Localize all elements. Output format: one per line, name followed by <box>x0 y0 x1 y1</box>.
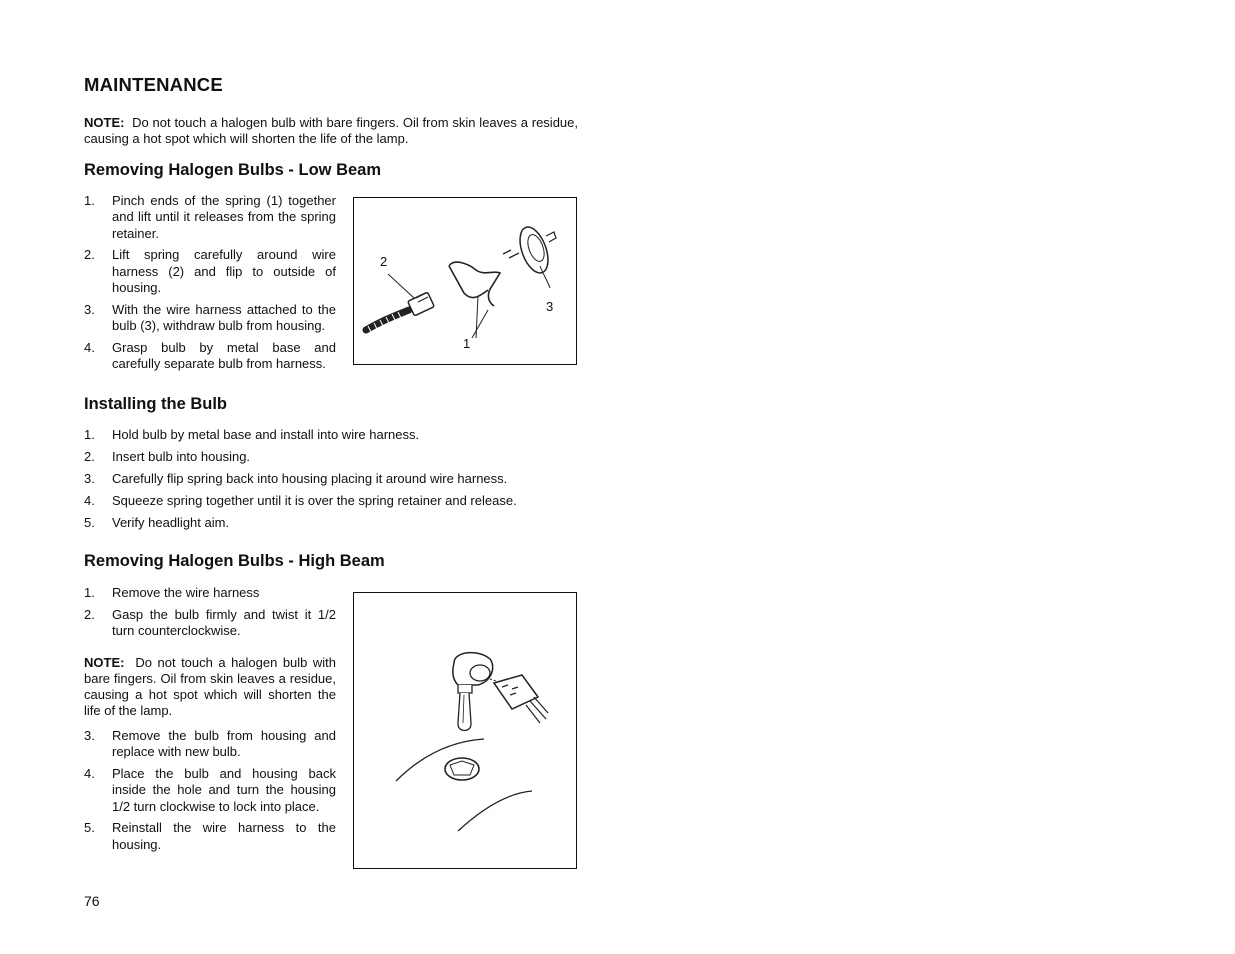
list-item: 5. Verify headlight aim. <box>84 514 230 530</box>
low-beam-illustration <box>354 198 575 363</box>
note-text: Do not touch a halogen bulb with bare fingers. Oil from skin leaves a residue, causing a hot spot which will shorten the life of the lamp. <box>84 655 336 718</box>
installing-heading: Installing the Bulb <box>84 395 227 413</box>
high-beam-steps-b <box>84 728 336 859</box>
figure-label-1: 1 <box>463 336 471 351</box>
high-beam-illustration <box>354 593 575 867</box>
list-item: 2. Gasp the bulb firmly and twist it 1/2 turn counterclockwise. <box>84 606 336 639</box>
high-beam-steps-a <box>84 585 336 645</box>
list-item: 1. Pinch ends of the spring (1) together and lift until it releases from the spring retainer. <box>84 193 336 241</box>
low-beam-steps <box>84 193 336 378</box>
figure-label-3: 3 <box>546 299 554 314</box>
list-item: 1. Remove the wire harness <box>84 585 260 600</box>
page-number: 76 <box>84 893 100 909</box>
list-item: 3. With the wire harness attached to the bulb (3), withdraw bulb from housing. <box>84 301 336 334</box>
low-beam-figure <box>353 197 577 365</box>
top-note <box>84 115 578 147</box>
installing-steps <box>84 427 604 537</box>
list-item: 2. Lift spring carefully around wire harness (2) and flip to outside of housing. <box>84 247 336 295</box>
list-item: 4. Place the bulb and housing back inside the hole and turn the housing 1/2 turn clockwise to lock into place. <box>84 766 336 814</box>
list-item: 3. Carefully flip spring back into housing placing it around wire harness. <box>84 470 508 486</box>
list-item: 5. Reinstall the wire harness to the housing. <box>84 820 336 852</box>
list-item: 4. Squeeze spring together until it is over the spring retainer and release. <box>84 492 517 508</box>
note-label: NOTE: <box>84 115 125 130</box>
note-label: NOTE: <box>84 655 125 670</box>
list-item: 2. Insert bulb into housing. <box>84 448 251 464</box>
list-item: 1. Hold bulb by metal base and install into wire harness. <box>84 427 420 442</box>
high-beam-figure <box>353 592 577 869</box>
list-item: 3. Remove the bulb from housing and replace with new bulb. <box>84 728 336 760</box>
list-item: 4. Grasp bulb by metal base and carefully separate bulb from harness. <box>84 339 336 372</box>
high-beam-heading: Removing Halogen Bulbs - High Beam <box>84 552 385 570</box>
high-beam-note <box>84 655 336 719</box>
figure-label-2: 2 <box>380 254 388 269</box>
page-title: MAINTENANCE <box>84 74 223 95</box>
note-text: Do not touch a halogen bulb with bare fingers. Oil from skin leaves a residue, causing a hot spot which will shorten the life of the lamp. <box>84 115 578 146</box>
low-beam-heading: Removing Halogen Bulbs - Low Beam <box>84 161 382 179</box>
